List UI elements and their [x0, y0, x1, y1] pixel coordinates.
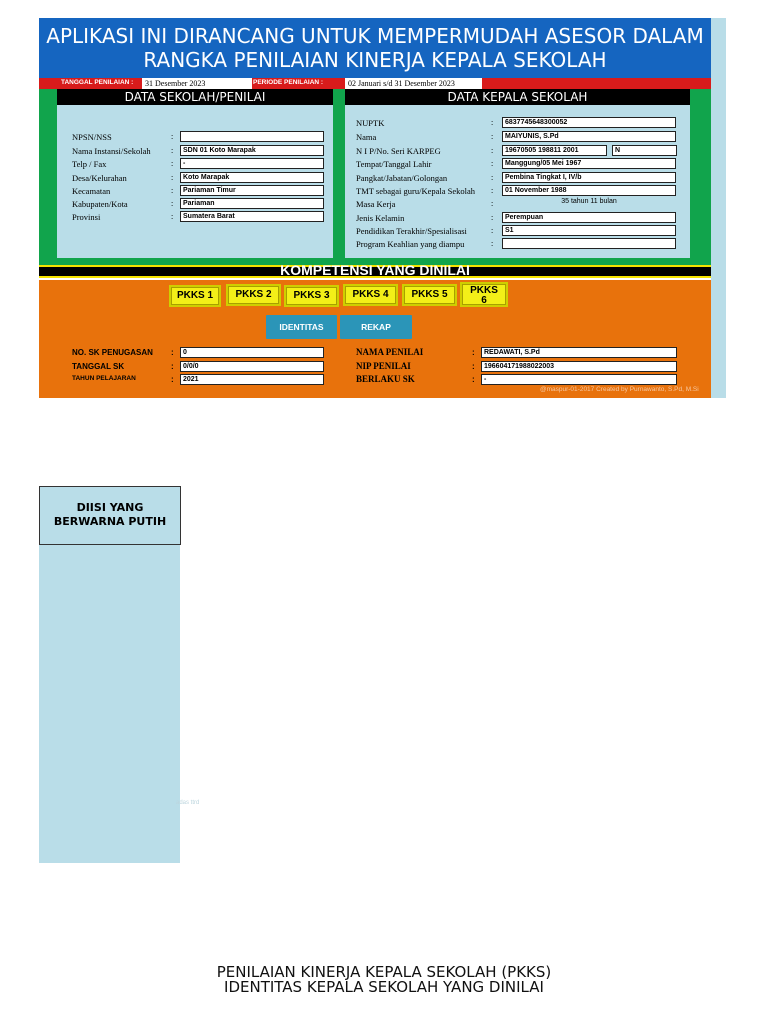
- right-row-colon: :: [491, 199, 494, 208]
- pkks-6-button[interactable]: PKKS 6: [460, 282, 508, 307]
- penugasan-left-colon: :: [171, 362, 174, 371]
- left-row-label: Kabupaten/Kota: [72, 199, 128, 209]
- left-row-colon: :: [171, 186, 174, 195]
- left-row-label: NPSN/NSS: [72, 132, 112, 142]
- left-row-field[interactable]: Sumatera Barat: [180, 211, 324, 222]
- tanggal-penilaian-label: TANGGAL PENILAIAN :: [61, 79, 134, 86]
- left-row-field[interactable]: [180, 131, 324, 142]
- right-row-colon: :: [491, 226, 494, 235]
- right-row-field[interactable]: 01 November 1988: [502, 185, 676, 196]
- right-row-field[interactable]: MAIYUNIS, S.Pd: [502, 131, 676, 142]
- left-row-field[interactable]: -: [180, 158, 324, 169]
- right-panel-title: DATA KEPALA SEKOLAH: [345, 89, 690, 105]
- right-row-field[interactable]: Perempuan: [502, 212, 676, 223]
- left-row-label: Desa/Kelurahan: [72, 173, 127, 183]
- header-line-2: RANGKA PENILAIAN KINERJA KEPALA SEKOLAH: [143, 48, 607, 72]
- penugasan-right-colon: :: [472, 348, 475, 357]
- right-row-colon: :: [491, 146, 494, 155]
- right-row-field[interactable]: 19670505 198811 2001: [502, 145, 607, 156]
- left-row-label: Nama Instansi/Sekolah: [72, 146, 151, 156]
- right-row-field[interactable]: S1: [502, 225, 676, 236]
- identitas-button[interactable]: IDENTITAS: [266, 315, 337, 339]
- fill-white-note: [39, 486, 181, 545]
- penugasan-left-label: TAHUN PELAJARAN: [72, 375, 136, 382]
- bottom-title: [0, 965, 768, 995]
- header-line-1: APLIKASI INI DIRANCANG UNTUK MEMPERMUDAH ASESOR DALAM: [46, 24, 704, 48]
- app-header: [39, 18, 711, 78]
- rekap-button[interactable]: REKAP: [340, 315, 412, 339]
- right-row-label: Program Keahlian yang diampu: [356, 239, 465, 249]
- bottom-title-line-2: IDENTITAS KEPALA SEKOLAH YANG DINILAI: [224, 978, 544, 996]
- left-row-label: Kecamatan: [72, 186, 111, 196]
- faint-text: adas ttrd: [176, 800, 200, 806]
- right-row-field[interactable]: 6837745648300052: [502, 117, 676, 128]
- right-row-field[interactable]: Manggung/05 Mei 1967: [502, 158, 676, 169]
- pkks-1-button[interactable]: PKKS 1: [169, 285, 221, 307]
- right-row-colon: :: [491, 186, 494, 195]
- kompetensi-title: KOMPETENSI YANG DINILAI: [280, 262, 470, 278]
- penugasan-left-field[interactable]: 2021: [180, 374, 324, 385]
- right-row-colon: :: [491, 132, 494, 141]
- penugasan-left-field[interactable]: 0/0/0: [180, 361, 324, 372]
- right-row-label: TMT sebagai guru/Kepala Sekolah: [356, 186, 476, 196]
- tanggal-penilaian-field[interactable]: 31 Desember 2023: [142, 78, 252, 89]
- right-row-colon: :: [491, 239, 494, 248]
- left-row-label: Telp / Fax: [72, 159, 107, 169]
- left-row-field[interactable]: Pariaman: [180, 198, 324, 209]
- penugasan-right-label: NIP PENILAI: [356, 361, 411, 371]
- left-row-colon: :: [171, 132, 174, 141]
- penugasan-left-label: TANGGAL SK: [72, 362, 125, 371]
- bottom-title-line-1: PENILAIAN KINERJA KEPALA SEKOLAH (PKKS): [216, 963, 552, 981]
- right-row-colon: :: [491, 173, 494, 182]
- penugasan-right-field[interactable]: REDAWATI, S.Pd: [481, 347, 677, 358]
- right-row-label: Pendidikan Terakhir/Spesialisasi: [356, 226, 467, 236]
- left-row-field[interactable]: Pariaman Timur: [180, 185, 324, 196]
- date-bar: [39, 78, 711, 89]
- penugasan-right-field[interactable]: -: [481, 374, 677, 385]
- left-panel-title: DATA SEKOLAH/PENILAI: [57, 89, 333, 105]
- credit-text: @maspur-01-2017 Created by Purnawanto, S.Pd, M.Si: [540, 386, 699, 393]
- penugasan-right-field[interactable]: 196604171988022003: [481, 361, 677, 372]
- penugasan-left-field[interactable]: 0: [180, 347, 324, 358]
- left-row-colon: :: [171, 199, 174, 208]
- pkks-3-button[interactable]: PKKS 3: [284, 285, 339, 307]
- right-row-colon: :: [491, 118, 494, 127]
- masa-kerja-value: 35 tahun 11 bulan: [561, 198, 617, 205]
- right-row-field[interactable]: [502, 238, 676, 249]
- right-row-field[interactable]: Pembina Tingkat I, IV/b: [502, 172, 676, 183]
- left-row-field[interactable]: Koto Marapak: [180, 172, 324, 183]
- left-row-colon: :: [171, 173, 174, 182]
- penugasan-right-colon: :: [472, 375, 475, 384]
- karpeg-extra-field[interactable]: N: [612, 145, 677, 156]
- right-row-label: NUPTK: [356, 118, 385, 128]
- penugasan-left-colon: :: [171, 375, 174, 384]
- left-row-colon: :: [171, 146, 174, 155]
- right-row-label: Pangkat/Jabatan/Golongan: [356, 173, 448, 183]
- right-row-label: Jenis Kelamin: [356, 213, 405, 223]
- pkks-4-button[interactable]: PKKS 4: [343, 284, 398, 306]
- right-row-label: Nama: [356, 132, 377, 142]
- periode-penilaian-field[interactable]: 02 Januari s/d 31 Desember 2023: [345, 78, 482, 89]
- pkks-2-button[interactable]: PKKS 2: [226, 284, 281, 306]
- right-row-colon: :: [491, 213, 494, 222]
- left-row-colon: :: [171, 159, 174, 168]
- note-line-1: DIISI YANG: [76, 501, 144, 514]
- right-row-label: Masa Kerja: [356, 199, 396, 209]
- left-row-label: Provinsi: [72, 212, 101, 222]
- right-row-label: N I P/No. Seri KARPEG: [356, 146, 441, 156]
- note-line-2: BERWARNA PUTIH: [53, 515, 167, 528]
- right-strip: [711, 18, 726, 398]
- pkks-5-button[interactable]: PKKS 5: [402, 284, 457, 306]
- right-row-colon: :: [491, 159, 494, 168]
- penugasan-left-colon: :: [171, 348, 174, 357]
- penugasan-left-label: NO. SK PENUGASAN: [72, 348, 153, 357]
- left-row-field[interactable]: SDN 01 Koto Marapak: [180, 145, 324, 156]
- penugasan-right-label: BERLAKU SK: [356, 374, 415, 384]
- penugasan-right-label: NAMA PENILAI: [356, 347, 424, 357]
- left-row-colon: :: [171, 212, 174, 221]
- right-row-label: Tempat/Tanggal Lahir: [356, 159, 432, 169]
- periode-penilaian-label: PERIODE PENILAIAN :: [253, 79, 324, 86]
- penugasan-right-colon: :: [472, 362, 475, 371]
